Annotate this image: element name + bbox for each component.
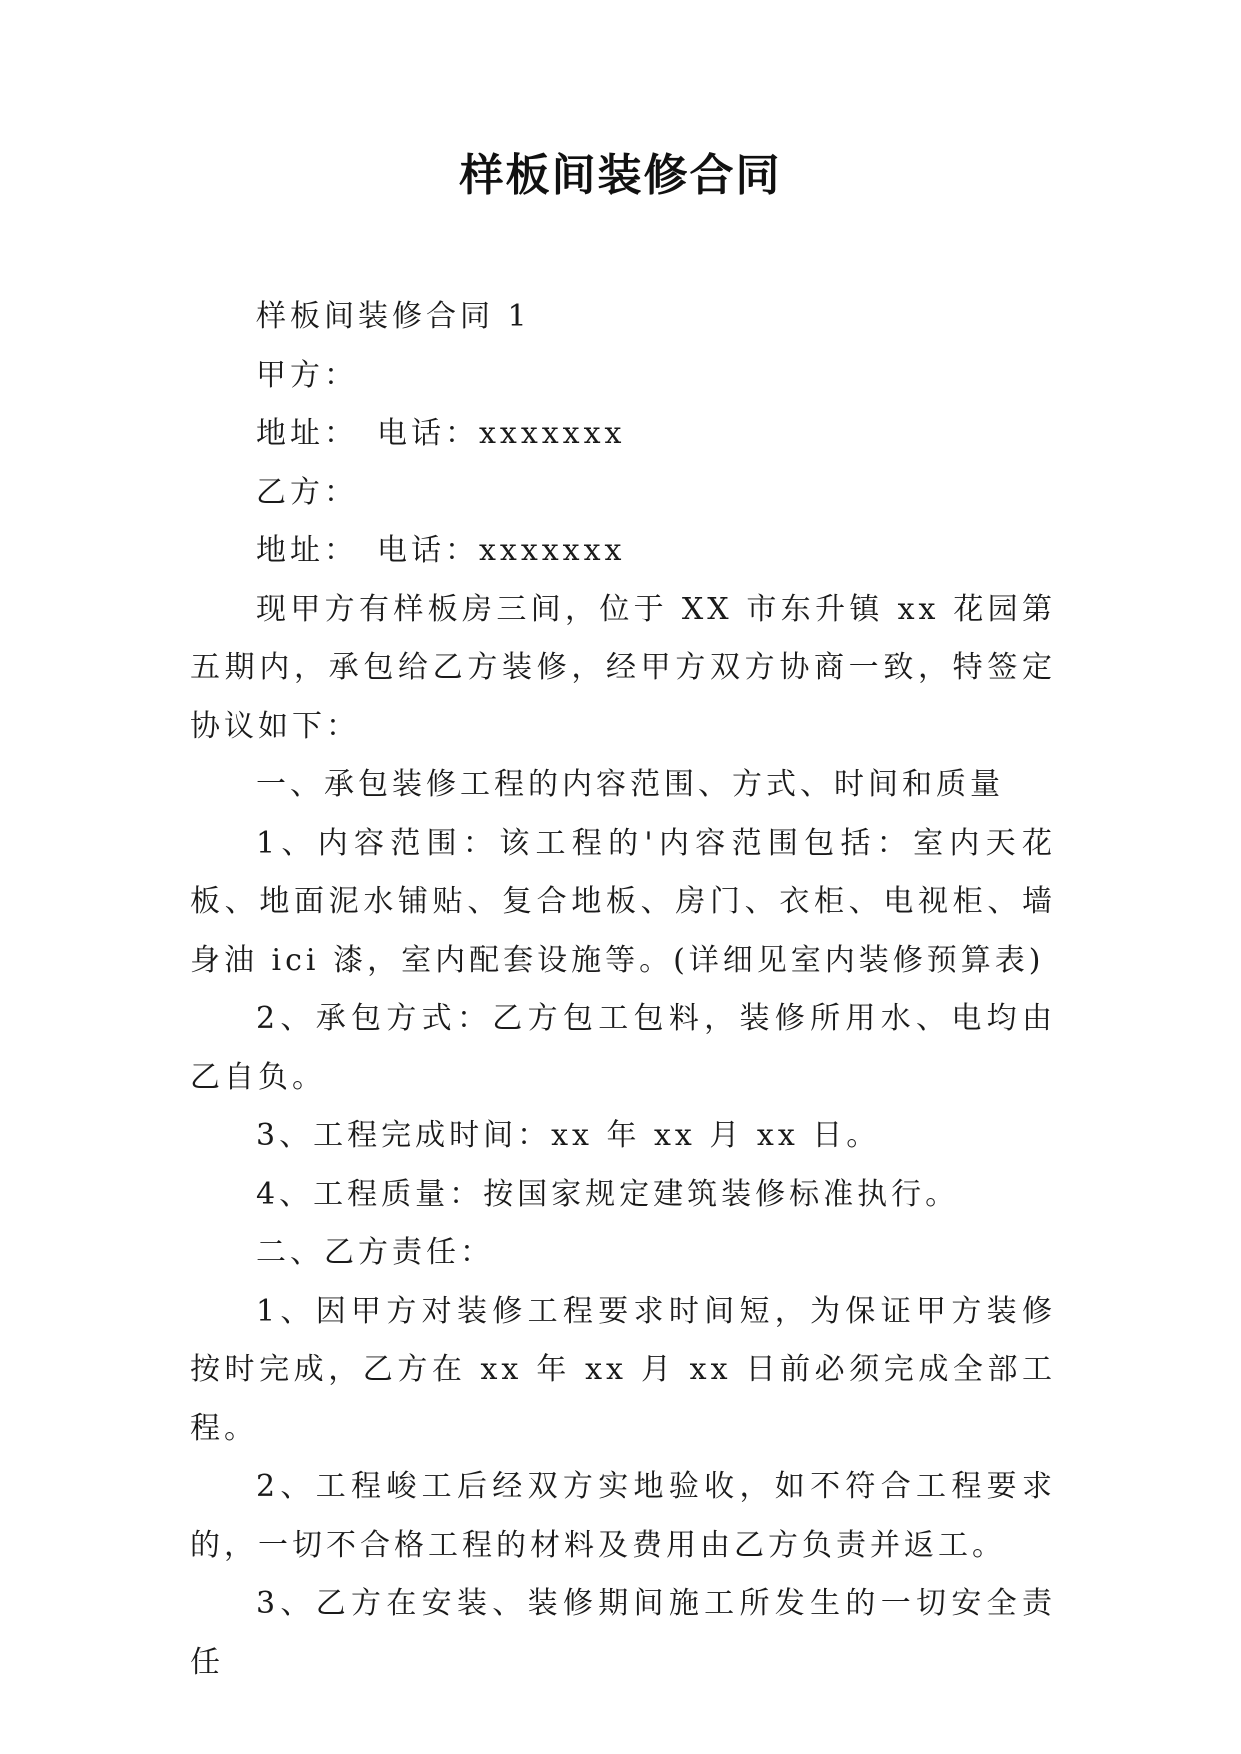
paragraph-completion-time: 3、工程完成时间：xx 年 xx 月 xx 日。 bbox=[256, 1118, 881, 1153]
paragraph-party-b: 乙方： bbox=[256, 474, 358, 510]
paragraph-party-b-address: 地址： 电话：xxxxxxx bbox=[256, 533, 626, 568]
paragraph-method: 2、承包方式：乙方包工包料，装修所用水、电均由乙自负。 bbox=[190, 1001, 1056, 1095]
paragraph-party-a: 甲方： bbox=[256, 357, 358, 393]
document-body bbox=[190, 288, 1056, 1692]
paragraph-section-2-heading: 二、乙方责任： bbox=[256, 1235, 494, 1270]
paragraph-scope: 1、内容范围：该工程的'内容范围包括：室内天花板、地面泥水铺贴、复合地板、房门、衣柜、电视柜、墙身油 ici 漆，室内配套设施等。(详细见室内装修预算表) bbox=[190, 825, 1056, 978]
paragraph-b-duty-1: 1、因甲方对装修工程要求时间短，为保证甲方装修按时完成，乙方在 xx 年 xx 月 xx 日前必须完成全部工程。 bbox=[190, 1293, 1056, 1446]
document-title: 样板间装修合同 bbox=[459, 150, 782, 201]
paragraph-quality: 4、工程质量：按国家规定建筑装修标准执行。 bbox=[256, 1176, 960, 1212]
paragraph-party-a-address: 地址： 电话：xxxxxxx bbox=[256, 416, 626, 451]
paragraph-preamble: 现甲方有样板房三间，位于 XX 市东升镇 xx 花园第五期内，承包给乙方装修，经甲方双方协商一致，特签定协议如下： bbox=[190, 591, 1056, 744]
paragraph-contract-heading: 样板间装修合同 1 bbox=[256, 299, 531, 334]
paragraph-section-1-heading: 一、承包装修工程的内容范围、方式、时间和质量 bbox=[256, 767, 1004, 802]
paragraph-b-duty-3: 3、乙方在安装、装修期间施工所发生的一切安全责任 bbox=[190, 1586, 1056, 1680]
paragraph-b-duty-2: 2、工程峻工后经双方实地验收，如不符合工程要求的，一切不合格工程的材料及费用由乙方负责并返工。 bbox=[190, 1469, 1056, 1563]
